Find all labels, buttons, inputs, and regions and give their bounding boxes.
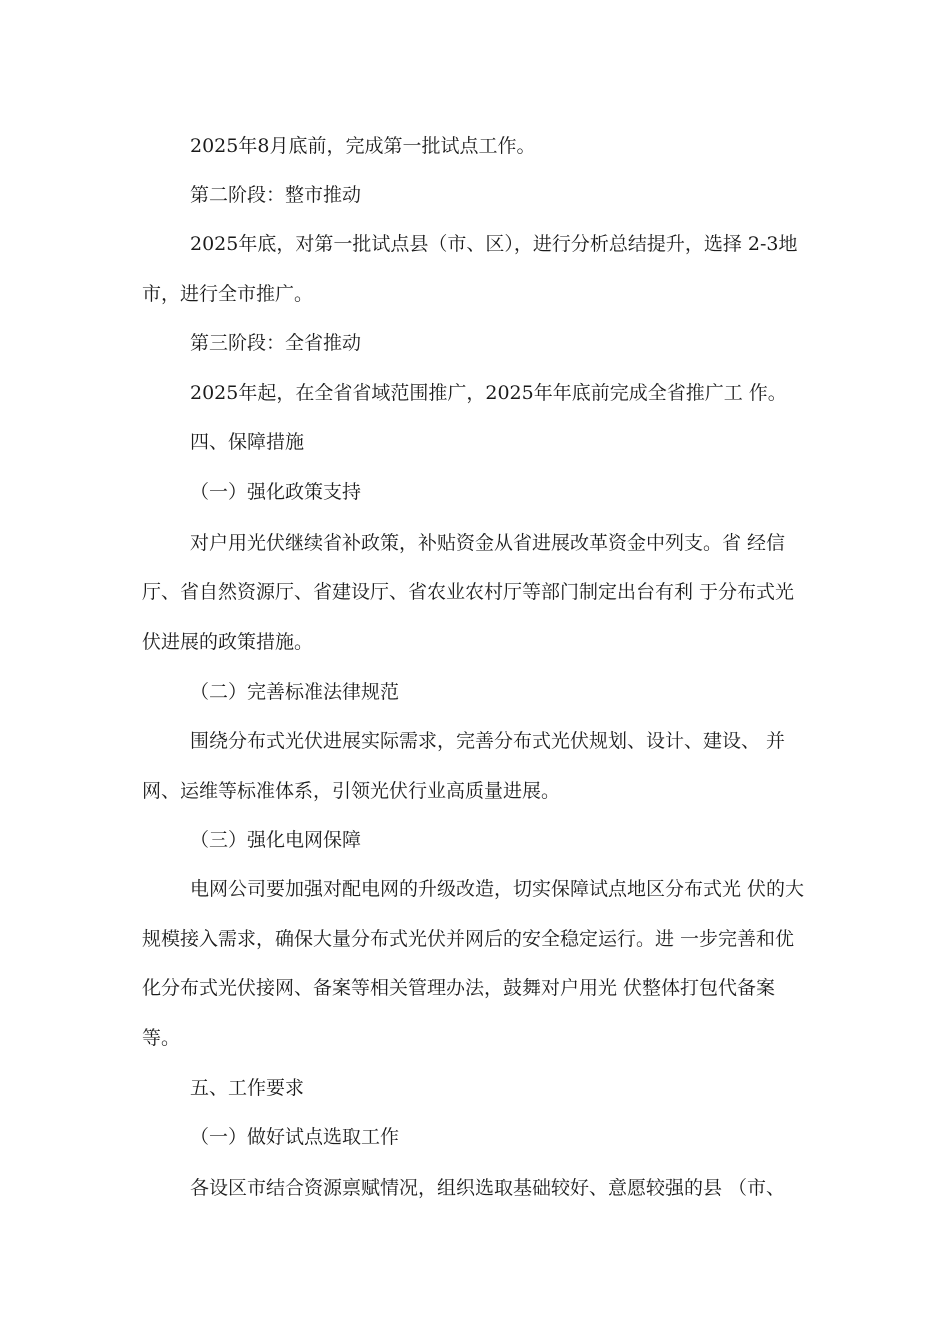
section-heading: 五、工作要求 [190, 1077, 305, 1099]
paragraph-line: 伏进展的政策措施。 [142, 631, 314, 653]
paragraph-line: 2025年底，对第一批试点县（市、区），进行分析总结提升，选择 2-3地 [190, 233, 798, 255]
section-heading: 第二阶段：整市推动 [190, 184, 362, 206]
paragraph-line: 2025年起，在全省省域范围推广，2025年年底前完成全省推广工 作。 [190, 382, 787, 404]
section-heading: 四、保障措施 [190, 431, 305, 453]
subsection-heading: （三）强化电网保障 [190, 829, 362, 851]
subsection-heading: （二）完善标准法律规范 [190, 681, 400, 703]
paragraph-line: 厅、省自然资源厅、省建设厅、省农业农村厅等部门制定出台有利 于分布式光 [142, 581, 795, 603]
paragraph-line: 市，进行全市推广。 [142, 283, 314, 305]
paragraph-line: 2025年8月底前，完成第一批试点工作。 [190, 135, 536, 157]
subsection-heading: （一）做好试点选取工作 [190, 1126, 400, 1148]
paragraph-line: 规模接入需求，确保大量分布式光伏并网后的安全稳定运行。进 一步完善和优 [142, 928, 795, 950]
paragraph-line: 对户用光伏继续省补政策，补贴资金从省进展改革资金中列支。省 经信 [190, 532, 786, 554]
paragraph-line: 网、运维等标准体系，引领光伏行业高质量进展。 [142, 780, 561, 802]
paragraph-line: 等。 [142, 1027, 181, 1049]
section-heading: 第三阶段：全省推动 [190, 332, 362, 354]
paragraph-line: 电网公司要加强对配电网的升级改造，切实保障试点地区分布式光 伏的大 [190, 878, 805, 900]
paragraph-line: 围绕分布式光伏进展实际需求，完善分布式光伏规划、设计、建设、 并 [190, 730, 786, 752]
paragraph-line: 化分布式光伏接网、备案等相关管理办法，鼓舞对户用光 伏整体打包代备案 [142, 977, 776, 999]
paragraph-line: 各设区市结合资源禀赋情况，组织选取基础较好、意愿较强的县 （市、 [190, 1177, 786, 1199]
subsection-heading: （一）强化政策支持 [190, 481, 362, 503]
